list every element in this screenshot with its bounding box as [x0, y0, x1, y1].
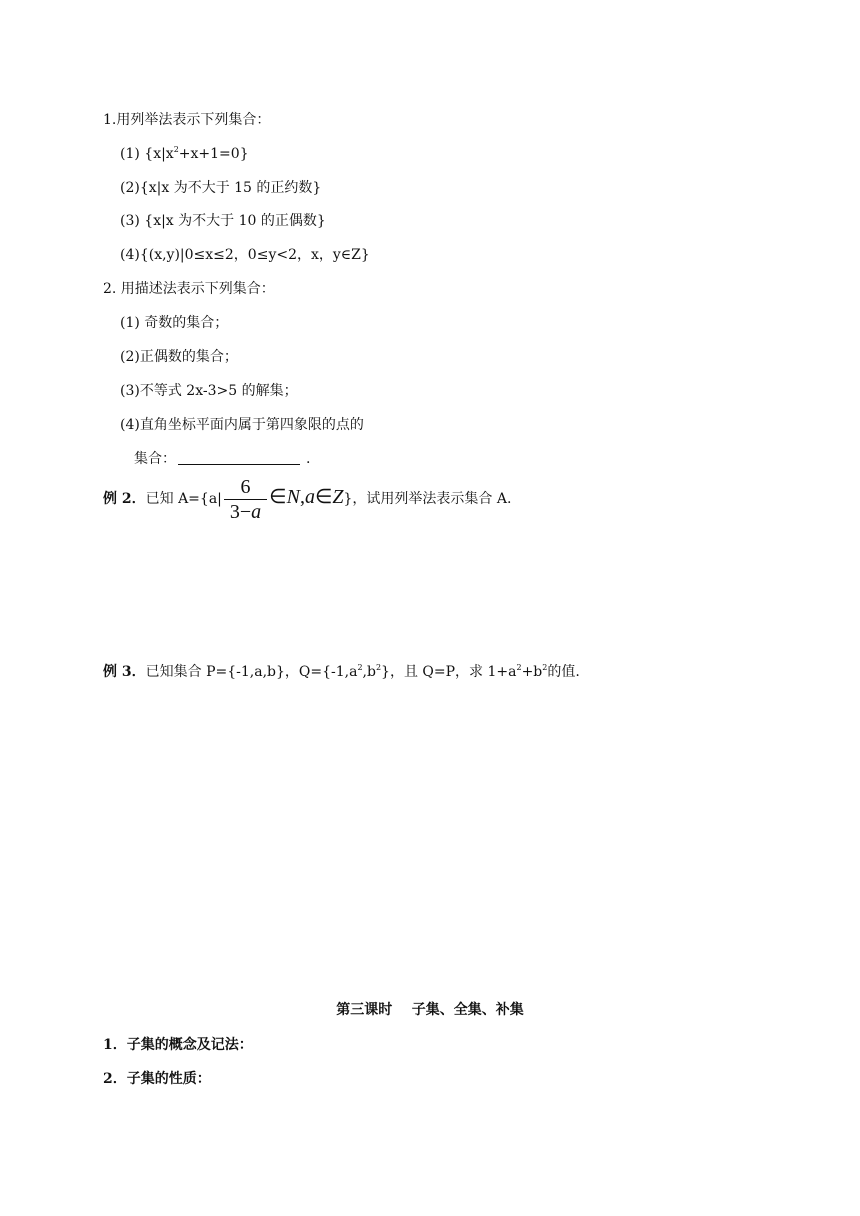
s2-item-3: (3)不等式 2x-3>5 的解集； — [120, 383, 298, 399]
s1-item-3: (3) {x|x 为不大于 10 的正偶数} — [120, 213, 326, 229]
example2: 例 2．已知 A={a| $\frac{6}{3-a}$ ∈N,a∈Z}，试用列举法表示集合 A. — [103, 475, 512, 523]
lesson3-point-2: 2．子集的性质： — [103, 1071, 211, 1087]
s2-item-2: (2)正偶数的集合； — [120, 349, 238, 365]
s1-item-4: (4){(x,y)|0≤x≤2，0≤y<2，x，y∈Z} — [120, 247, 370, 263]
example2-label: 例 2． — [103, 491, 146, 507]
lesson3-title: 第三课时 子集、全集、补集 — [336, 1002, 524, 1018]
s1-item-2: (2){x|x 为不大于 15 的正约数} — [120, 180, 322, 196]
answer-blank — [178, 450, 300, 465]
s2-item-1: (1) 奇数的集合； — [120, 315, 229, 331]
fraction: $\frac{6}{3-a}$ — [224, 475, 267, 524]
section1-title: 1.用列举法表示下列集合： — [103, 112, 271, 128]
s1-item-1: (1) $\{x|x^2+x+1=0\}$ — [120, 145, 249, 162]
s2-item-4-continuation: 集合： . — [134, 451, 311, 467]
example3: 例 3．已知集合 P={-1,a,b}，$Q=\{-1,a^2,b^2\}$，且 Q=P，求 $1+a^2+b^2$的值. — [103, 663, 580, 680]
lesson3-point-1: 1．子集的概念及记法： — [103, 1037, 253, 1053]
section2-title: 2. 用描述法表示下列集合： — [103, 281, 275, 297]
example3-label: 例 3． — [103, 664, 146, 680]
s2-item-4: (4)直角坐标平面内属于第四象限的点的 — [120, 417, 364, 433]
